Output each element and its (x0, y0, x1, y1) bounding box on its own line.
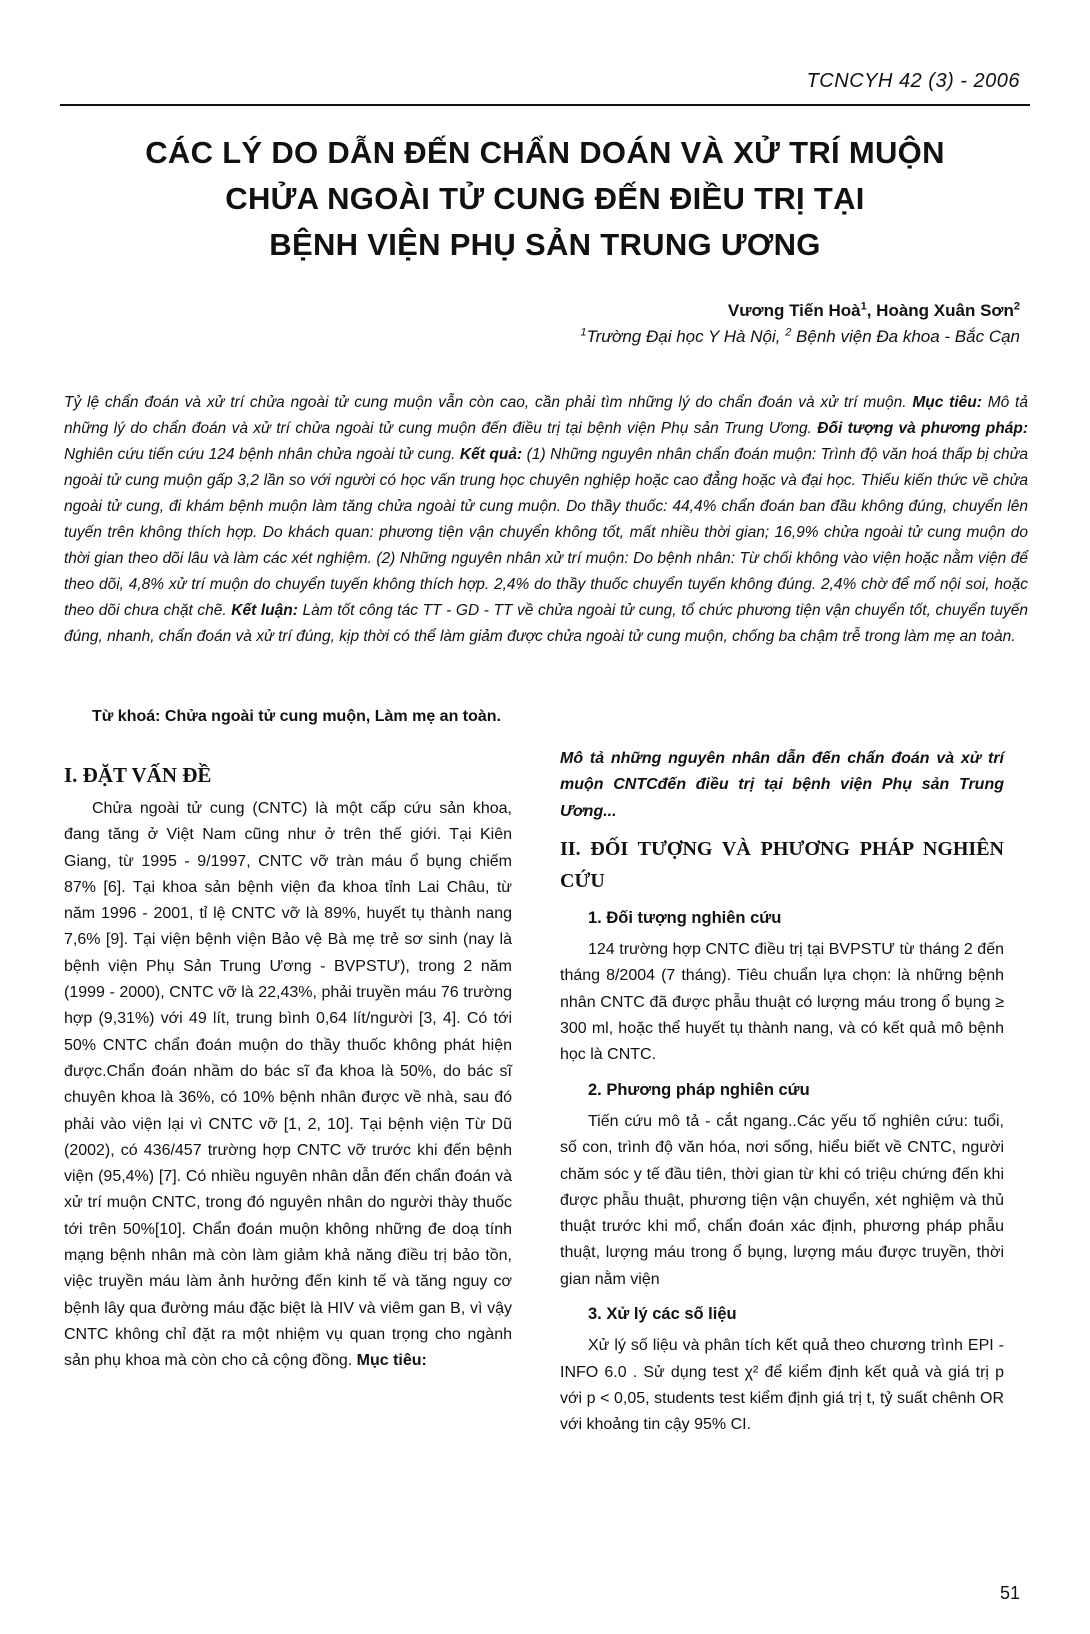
author-1-sup: 1 (860, 300, 867, 313)
abstract-objective: Mô tả những lý do chẩn đoán và xử trí chửa ngoài tử cung muộn đến điều trị tại bệnh viện Phụ sản Trung Ương. (64, 394, 1028, 437)
title-line-2: CHỬA NGOÀI TỬ CUNG ĐẾN ĐIỀU TRỊ TẠI (225, 181, 865, 216)
subsection-3-heading: 3. Xử lý các số liệu (588, 1305, 737, 1324)
author-separator: , (866, 301, 877, 320)
author-1: Vương Tiến Hoà (727, 301, 861, 320)
author-2-sup: 2 (1013, 300, 1020, 313)
section-1-heading: I. ĐẶT VẤN ĐỀ (64, 763, 212, 787)
page-number: 51 (999, 1583, 1020, 1603)
authors-block (580, 298, 1020, 350)
section-1-text: Chửa ngoài tử cung (CNTC) là một cấp cứu sản khoa, đang tăng ở Việt Nam cũng như ở trên thế giới. Tại Kiên Giang, từ 1995 - 9/1997, CNTC vỡ tràn máu ổ bụng chiếm 87% [6]. Tại khoa sản bệnh viện đa khoa tỉnh Lai Châu, từ năm 1996 - 2001, tỉ lệ CNTC vỡ là 89%, huyết tụ thành nang 7,6% [9]. Tại viện bệnh viện Bảo vệ Bà mẹ trẻ sơ sinh (nay là bệnh viện Phụ Sản Trung Ương - BVPSTƯ), trong 2 năm (1999 - 2000), CNTC vỡ là 22,43%, phải truyền máu 76 trường hợp (9,31%) với 49 lít, trung bình 0,64 lít/người [3, 4]. Có tới 50% CNTC chẩn đoán muộn do thầy thuốc không phát hiện được.Chẩn đoán nhầm do bác sĩ đa khoa là 50%, do bác sĩ chuyên khoa là 36%, có 10% bệnh nhân được về nhà, sau đó phải vào viện lại vì CNTC vỡ [1, 2, 10]. Tại bệnh viện Từ Dũ (2002), có 436/457 trường hợp CNTC vỡ trước khi đến bệnh viện (95,4%) [7]. Có nhiều nguyên nhân dẫn đến chẩn đoán và xử trí muộn CNTC, trong đó nguyên nhân do người thày thuốc tới trên 50%[10]. Chẩn đoán muộn không những đe doạ tính mạng bệnh nhân mà còn làm giảm khả năng điều trị bảo tồn, việc truyền máu làm ảnh hưởng đến kinh tế và tăng nguy cơ bệnh lây qua đường máu đặc biệt là HIV và viêm gan B, vì vậy CNTC không chỉ đặt ra một nhiệm vụ quan trọng cho ngành sản phụ khoa mà còn cho cả cộng đồng. (64, 800, 512, 1370)
subsection-2-heading: 2. Phương pháp nghiên cứu (588, 1080, 810, 1099)
abstract-methods-label: Đối tượng và phương pháp: (817, 420, 1028, 437)
author-2: Hoàng Xuân Sơn (876, 301, 1014, 320)
affiliation-1: Trường Đại học Y Hà Nội, (586, 327, 786, 346)
section-1-body (64, 796, 512, 1375)
author-names (580, 298, 1020, 324)
abstract-results: (1) Những nguyên nhân chẩn đoán muộn: Trình độ văn hoá thấp bị chửa ngoài tử cung muộn gấp 3,2 lần so với người có học vấn trung học chuyên nghiệp hoặc cao đẳng hoặc và đại học. Thiếu kiến thức về chửa ngoài tử cung, đi khám bệnh muộn làm tăng chửa ngoài tử cung muộn. Do thầy thuốc: 44,4% chẩn đoán ban đầu không đúng, chuyển lên tuyến trên không thích hợp. Do khách quan: phương tiện vận chuyển không tốt, mất nhiều thời gian; 16,9% chửa ngoài tử cung muộn do thời gian theo dõi lâu và làm các xét nghiệm. (2) Những nguyên nhân xử trí muộn: Do bệnh nhân: Từ chối không vào viện hoặc nằm viện để theo dõi, 4,8% xử trí muộn do chuyển tuyến không thích hợp. 2,4% do thầy thuốc chuyển tuyến không đúng. 2,4% chờ để mổ nội soi, hoặc theo dõi chưa chặt chẽ. (64, 446, 1029, 619)
section-2-heading: II. ĐỐI TƯỢNG VÀ PHƯƠNG PHÁP NGHIÊN CỨU (560, 837, 1004, 892)
header-rule (60, 104, 1030, 106)
journal-reference: TCNCYH 42 (3) - 2006 (806, 70, 1020, 92)
left-column (64, 760, 512, 1375)
subsection-1-heading: 1. Đối tượng nghiên cứu (588, 908, 782, 927)
abstract-intro: Tỷ lệ chẩn đoán và xử trí chửa ngoài tử cung muộn vẫn còn cao, cần phải tìm những lý do chẩn đoán và xử trí muộn. (64, 394, 913, 411)
article-title (80, 130, 1010, 268)
objective-continuation: Mô tả những nguyên nhân dẫn đến chẩn đoán và xử trí muộn CNTCđến điều trị tại bệnh viện Phụ sản Trung Ương... (560, 750, 1004, 820)
affiliation-2-sup: 2 (785, 326, 792, 339)
abstract-methods: Nghiên cứu tiến cứu 124 bệnh nhân chửa ngoài tử cung. (64, 446, 460, 463)
abstract-objective-label: Mục tiêu: (912, 394, 982, 411)
right-column (560, 746, 1004, 1443)
subsection-2-body: Tiến cứu mô tả - cắt ngang..Các yếu tố nghiên cứu: tuổi, số con, trình độ văn hóa, nơi sống, hiểu biết về CNTC, người chăm sóc y tế đầu tiên, thời gian từ khi có triệu chứng đến khi được phẫu thuật, phương tiện vận chuyển, xét nghiệm và thủ thuật trước khi mổ, chẩn đoán xác định, phương pháp phẫu thuật, lượng máu trong ổ bụng, lượng máu được truyền, thời gian nằm viện (560, 1112, 1004, 1288)
abstract-conclusion: Làm tốt công tác TT - GD - TT về chửa ngoài tử cung, tổ chức phương tiện vận chuyển tốt, chuyển tuyến đúng, nhanh, chẩn đoán và xử trí đúng, kịp thời có thể làm giảm được chửa ngoài tử cung muộn, chống ba chậm trễ trong làm mẹ an toàn. (64, 602, 1028, 645)
keywords: Từ khoá: Chửa ngoài tử cung muộn, Làm mẹ an toàn. (92, 708, 501, 725)
section-1-objective-label: Mục tiêu: (356, 1352, 427, 1370)
abstract-conclusion-label: Kết luận: (231, 602, 298, 619)
abstract-results-label: Kết quả: (459, 446, 523, 463)
affiliation-2: Bệnh viện Đa khoa - Bắc Cạn (791, 327, 1020, 346)
title-line-3: BỆNH VIỆN PHỤ SẢN TRUNG ƯƠNG (269, 227, 821, 262)
subsection-1-body: 124 trường hợp CNTC điều trị tại BVPSTƯ từ tháng 2 đến tháng 8/2004 (7 tháng). Tiêu chuẩn lựa chọn: là những bệnh nhân CNTC đã được phẫu thuật có lượng máu trong ổ bụng ≥ 300 ml, hoặc thể huyết tụ thành nang, và có kết quả mô bệnh học là CNTC. (560, 941, 1004, 1064)
subsection-3-body: Xử lý số liệu và phân tích kết quả theo chương trình EPI - INFO 6.0 . Sử dụng test χ² để kiểm định kết quả và giá trị p với p < 0,05, students test kiểm định giá trị t, tỷ suất chênh OR với khoảng tin cậy 95% CI. (560, 1337, 1004, 1434)
title-line-1: CÁC LÝ DO DẪN ĐẾN CHẨN DOÁN VÀ XỬ TRÍ MUỘN (145, 135, 945, 170)
abstract (64, 390, 1028, 650)
affiliation-1-sup: 1 (580, 326, 587, 339)
affiliations (580, 324, 1020, 350)
